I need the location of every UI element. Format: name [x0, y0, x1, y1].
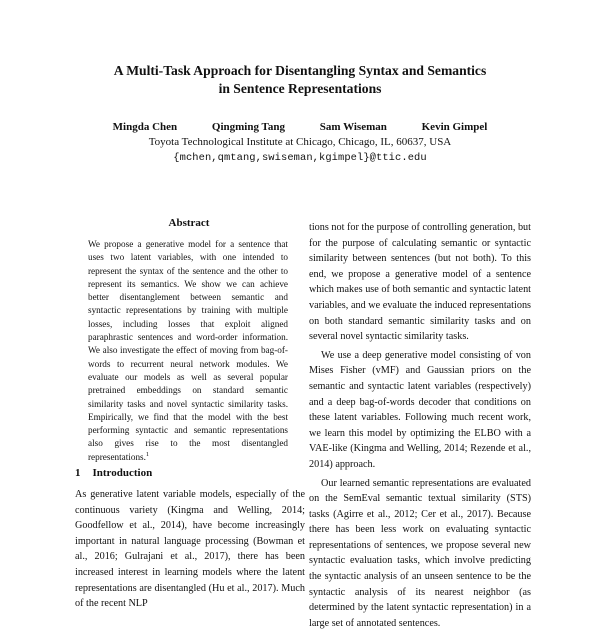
right-column: [309, 220, 531, 631]
paragraph: tions not for the purpose of controlling generation, but for the purpose of calculating semantic or syntactic similarity between sentences (but not both). To this end, we propose a generative model of a sentence which makes use of both semantic and syntactic latent variables, and we evaluate the induced representations on both standard semantic similarity tasks and on several novel syntactic similarity tasks.: [309, 220, 531, 345]
author: Qingming Tang: [212, 121, 285, 133]
section-number: 1: [75, 467, 81, 479]
author-list: [0, 121, 600, 133]
title-line-2: in Sentence Representations: [0, 80, 600, 98]
abstract-text: We propose a generative model for a sentence that uses two latent variables, with one intended to represent the syntax of the sentence and the other to represent its semantics. We show we can achieve better disentanglement between semantic and syntactic representations by training with multiple losses, including losses that exploit aligned paraphrastic sentences and word-order information. We also investigate the effect of moving from bag-of-words to recurrent neural network modules. We evaluate our models as well as several popular pretrained embeddings on standard semantic similarity tasks and novel syntactic similarity tasks. Empirically, we find that the model with the best performing syntactic and semantic representations also gives rise to the most disentangled representations.: [88, 239, 288, 462]
abstract-body: [88, 238, 288, 464]
affiliation: Toyota Technological Institute at Chicago, Chicago, IL, 60637, USA: [0, 136, 600, 148]
intro-text: As generative latent variable models, especially of the continuous variety (Kingma and Welling, 2014; Goodfellow et al., 2014), have become increasingly important in natural language processing (Bowman et al., 2016; Gulrajani et al., 2017), there has been increased interest in learning models where the latent representations are disentangled (Hu et al., 2017). Much of the recent NLP: [75, 487, 305, 612]
paragraph: We use a deep generative model consisting of von Mises Fisher (vMF) and Gaussian priors on the semantic and syntactic latent variables (respectively) and a deep bag-of-words decoder that conditions on these latent variables. Following much recent work, we learn this model by optimizing the ELBO with a VAE-like (Kingma and Welling, 2014; Rezende et al., 2014) approach.: [309, 348, 531, 473]
author: Mingda Chen: [113, 121, 178, 133]
intro-paragraph: [75, 487, 305, 612]
section-heading-introduction: [75, 467, 152, 479]
paper-title: [0, 62, 600, 98]
abstract-heading: Abstract: [76, 217, 302, 229]
title-line-1: A Multi-Task Approach for Disentangling Syntax and Semantics: [0, 62, 600, 80]
section-title: Introduction: [93, 467, 153, 479]
author: Sam Wiseman: [320, 121, 387, 133]
author-emails: {mchen,qmtang,swiseman,kgimpel}@ttic.edu: [0, 152, 600, 164]
paragraph: Our learned semantic representations are evaluated on the SemEval semantic textual similarity (STS) tasks (Agirre et al., 2012; Cer et al., 2017). Because there has been less work on evaluating syntactic representations of sentences, we propose several new syntactic evaluation tasks, which involve predicting the syntactic analysis of an unseen sentence to be the syntactic analysis of its nearest neighbor (as determined by the latent syntactic representation) in a large set of annotated sentences.: [309, 476, 531, 631]
footnote-mark: 1: [146, 451, 149, 458]
author: Kevin Gimpel: [422, 121, 488, 133]
